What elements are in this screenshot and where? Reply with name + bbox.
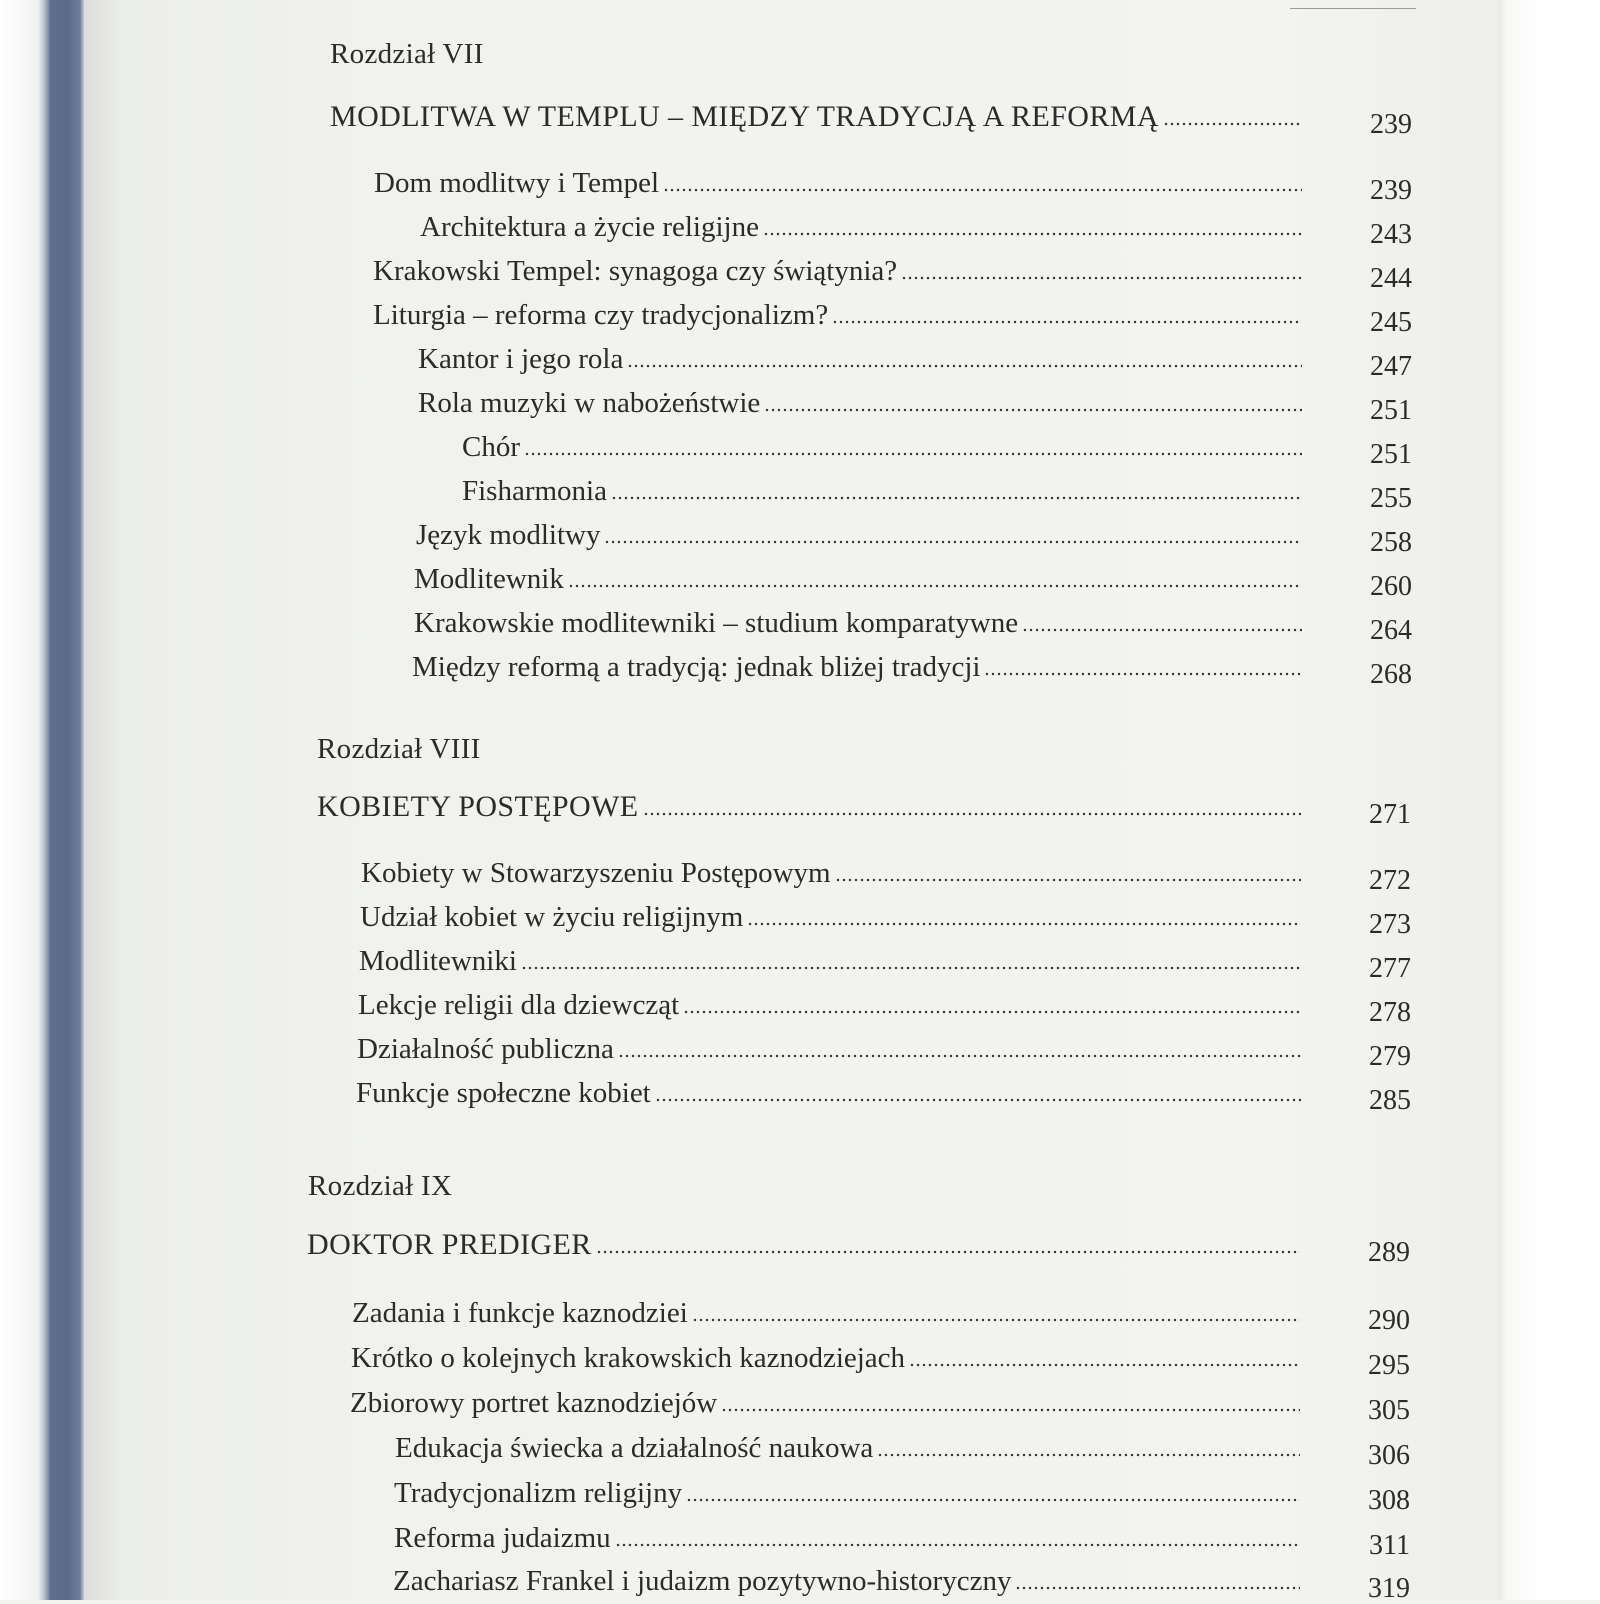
toc-entry[interactable] (374, 160, 1412, 206)
toc-entry[interactable] (352, 1290, 1410, 1336)
toc-page-number: 277 (1369, 953, 1411, 984)
toc-page-number: 289 (1368, 1237, 1410, 1268)
toc-entry-title: MODLITWA W TEMPLU – MIĘDZY TRADYCJĄ A REFORMĄ (330, 100, 1159, 133)
dot-leader (984, 671, 1302, 677)
dot-leader (655, 1097, 1301, 1103)
dot-leader (764, 407, 1302, 413)
toc-entry-title: Edukacja świecka a działalność naukowa (395, 1432, 874, 1464)
toc-page-number: 311 (1369, 1530, 1410, 1561)
toc-page-number: 247 (1370, 351, 1412, 382)
toc-entry-title: Zbiorowy portret kaznodziejów (350, 1387, 718, 1419)
chapter-label: Rozdział IX (308, 1170, 453, 1202)
toc-page-number: 278 (1369, 997, 1411, 1028)
dot-leader (618, 1053, 1301, 1059)
dot-leader (901, 275, 1302, 281)
toc-page-number: 260 (1370, 571, 1412, 602)
toc-entry[interactable] (414, 556, 1412, 602)
toc-entry-title: Krakowskie modlitewniki – studium komparatywne (414, 607, 1019, 639)
toc-entry[interactable] (394, 1470, 1410, 1516)
toc-entry-title: DOKTOR PREDIGER (307, 1228, 592, 1261)
toc-entry[interactable] (412, 644, 1412, 690)
toc-page-number: 273 (1369, 909, 1411, 940)
toc-entry[interactable] (418, 380, 1412, 426)
toc-entry-title: Tradycjonalizm religijny (394, 1477, 683, 1509)
dot-leader (568, 583, 1302, 589)
toc-entry[interactable] (360, 894, 1411, 940)
chapter-label: Rozdział VII (330, 38, 484, 70)
dot-leader (747, 921, 1301, 927)
toc-page-number: 279 (1369, 1041, 1411, 1072)
toc-entry-title: Reforma judaizmu (394, 1522, 611, 1554)
toc-entry-title: Liturgia – reforma czy tradycjonalizm? (373, 299, 829, 331)
toc-entry-title: KOBIETY POSTĘPOWE (317, 790, 639, 823)
toc-entry[interactable] (418, 336, 1412, 382)
toc-page-number: 264 (1370, 615, 1412, 646)
toc-page-number: 290 (1368, 1305, 1410, 1336)
toc-page-number: 243 (1370, 219, 1412, 250)
dot-leader (835, 877, 1301, 883)
toc-entry-title: Chór (462, 431, 520, 463)
toc-entry-title: Kobiety w Stowarzyszeniu Postępowym (361, 857, 831, 889)
toc-entry-title: Architektura a życie religijne (420, 211, 759, 243)
toc-entry-title: Zachariasz Frankel i judaizm pozytywno-historyczny (393, 1565, 1012, 1597)
dot-leader (832, 319, 1302, 325)
toc-entry[interactable] (462, 468, 1412, 514)
toc-entry-title: Język modlitwy (416, 519, 601, 551)
toc-page-number: 239 (1370, 175, 1412, 206)
dot-leader (604, 539, 1302, 545)
toc-entry[interactable] (357, 1026, 1411, 1072)
toc-page-number: 271 (1369, 799, 1411, 830)
toc-page-number: 251 (1370, 395, 1412, 426)
toc-chapter-heading[interactable] (307, 1222, 1410, 1268)
dot-leader (521, 965, 1301, 971)
toc-entry[interactable] (351, 1335, 1410, 1381)
toc-entry[interactable] (414, 600, 1412, 646)
toc-chapter-heading[interactable] (317, 784, 1411, 830)
toc-entry[interactable] (420, 204, 1412, 250)
toc-entry[interactable] (358, 982, 1411, 1028)
dot-leader (524, 451, 1302, 457)
toc-entry-title: Kantor i jego rola (418, 343, 624, 375)
toc-entry-title: Modlitewnik (414, 563, 564, 595)
toc-page-number: 244 (1370, 263, 1412, 294)
dot-leader (1015, 1585, 1300, 1591)
dot-leader (909, 1362, 1300, 1368)
dot-leader (692, 1317, 1300, 1323)
dot-leader (643, 811, 1301, 817)
toc-entry-title: Między reformą a tradycją: jednak bliżej tradycji (412, 651, 981, 683)
dot-leader (683, 1009, 1301, 1015)
toc-entry-title: Zadania i funkcje kaznodziei (352, 1297, 688, 1329)
toc-page-number: 306 (1368, 1440, 1410, 1471)
toc-page-number: 255 (1370, 483, 1412, 514)
dot-leader (615, 1542, 1300, 1548)
toc-entry[interactable] (373, 248, 1412, 294)
toc-entry[interactable] (359, 938, 1411, 984)
book-spine-edge (0, 0, 50, 1600)
dot-leader (1022, 627, 1302, 633)
toc-page-number: 319 (1368, 1573, 1410, 1604)
toc-page-number: 239 (1370, 109, 1412, 140)
dot-leader (877, 1452, 1300, 1458)
toc-entry[interactable] (394, 1515, 1410, 1561)
top-rule-line (1290, 8, 1416, 9)
toc-entry[interactable] (393, 1558, 1410, 1604)
toc-entry[interactable] (350, 1380, 1410, 1426)
toc-page-number: 272 (1369, 865, 1411, 896)
toc-entry[interactable] (361, 850, 1411, 896)
toc-page-number: 308 (1368, 1485, 1410, 1516)
toc-entry-title: Dom modlitwy i Tempel (374, 167, 660, 199)
toc-page-number: 251 (1370, 439, 1412, 470)
toc-entry-title: Krakowski Tempel: synagoga czy świątynia? (373, 255, 898, 287)
toc-page-number: 245 (1370, 307, 1412, 338)
toc-entry[interactable] (395, 1425, 1410, 1471)
toc-entry[interactable] (416, 512, 1412, 558)
book-cover-binding (50, 0, 84, 1600)
toc-entry[interactable] (462, 424, 1412, 470)
toc-page-number: 305 (1368, 1395, 1410, 1426)
dot-leader (763, 231, 1302, 237)
toc-entry-title: Funkcje społeczne kobiet (356, 1077, 651, 1109)
dot-leader (596, 1249, 1300, 1255)
toc-entry-title: Rola muzyki w nabożeństwie (418, 387, 761, 419)
toc-page-number: 258 (1370, 527, 1412, 558)
toc-entry[interactable] (373, 292, 1412, 338)
chapter-label: Rozdział VIII (317, 733, 481, 765)
dot-leader (611, 495, 1302, 501)
toc-page-number: 295 (1368, 1350, 1410, 1381)
toc-entry[interactable] (356, 1070, 1411, 1116)
page-outer-margin (1498, 0, 1600, 1600)
toc-entry-title: Udział kobiet w życiu religijnym (360, 901, 744, 933)
toc-entry-title: Krótko o kolejnych krakowskich kaznodziejach (351, 1342, 906, 1374)
toc-entry-title: Lekcje religii dla dziewcząt (358, 989, 680, 1021)
dot-leader (721, 1407, 1300, 1413)
toc-page-number: 285 (1369, 1085, 1411, 1116)
dot-leader (686, 1497, 1300, 1503)
dot-leader (1163, 121, 1302, 127)
toc-entry-title: Fisharmonia (462, 475, 607, 507)
dot-leader (663, 187, 1302, 193)
toc-entry-title: Modlitewniki (359, 945, 517, 977)
toc-entry-title: Działalność publiczna (357, 1033, 614, 1065)
toc-chapter-heading[interactable] (330, 94, 1412, 140)
toc-page-number: 268 (1370, 659, 1412, 690)
dot-leader (627, 363, 1302, 369)
